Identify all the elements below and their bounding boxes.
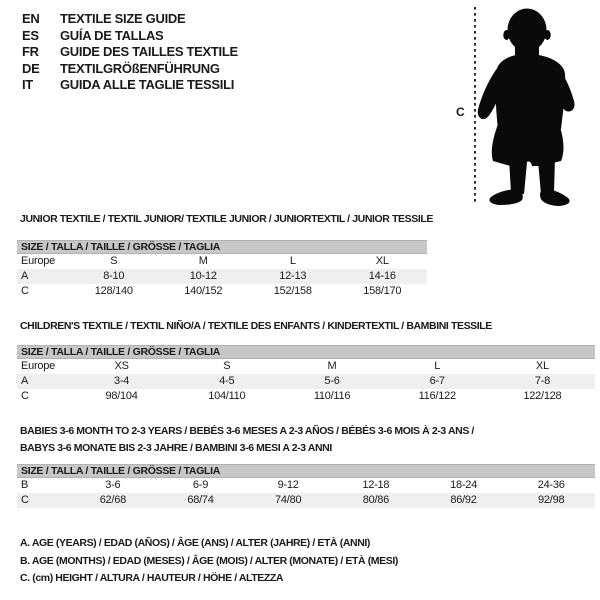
baby-figure bbox=[452, 2, 600, 210]
row-value: 62/68 bbox=[99, 494, 126, 506]
table-row bbox=[17, 374, 595, 389]
row-value: 4-5 bbox=[219, 375, 235, 387]
size-header-bar: SIZE / TALLA / TAILLE / GRÖSSE / TAGLIA bbox=[17, 345, 595, 359]
baby-silhouette-svg bbox=[452, 2, 600, 210]
language-code: EN bbox=[22, 11, 40, 26]
row-value: 5-6 bbox=[324, 375, 340, 387]
row-value: 12-13 bbox=[279, 270, 307, 282]
table-row bbox=[17, 389, 595, 404]
row-value: 6-7 bbox=[429, 375, 445, 387]
table-row bbox=[17, 284, 427, 299]
row-label: C bbox=[21, 494, 29, 506]
table-row bbox=[17, 269, 427, 284]
row-value: 24-36 bbox=[537, 479, 565, 491]
row-value: L bbox=[289, 255, 296, 267]
row-value: 74/80 bbox=[275, 494, 302, 506]
row-value: 92/98 bbox=[538, 494, 565, 506]
row-value: 6-9 bbox=[192, 479, 209, 491]
language-row bbox=[22, 11, 238, 28]
table-row bbox=[17, 359, 595, 374]
language-label: TEXTILGRÖßENFÜHRUNG bbox=[60, 60, 220, 76]
footnotes bbox=[20, 535, 398, 588]
row-label: C bbox=[21, 390, 29, 402]
language-row bbox=[22, 61, 238, 78]
row-value: XS bbox=[114, 360, 129, 372]
size-table-1 bbox=[17, 240, 427, 299]
language-code: IT bbox=[22, 77, 33, 92]
language-header bbox=[22, 11, 238, 94]
row-value: S bbox=[223, 360, 231, 372]
table-row bbox=[17, 493, 595, 508]
row-value: 3-6 bbox=[105, 479, 121, 491]
language-row bbox=[22, 77, 238, 94]
size-header-bar: SIZE / TALLA / TAILLE / GRÖSSE / TAGLIA bbox=[17, 464, 595, 478]
size-table-3 bbox=[17, 464, 595, 508]
table-3-title bbox=[20, 423, 474, 457]
table-title-line: CHILDREN'S TEXTILE / TEXTIL NIÑO/A / TEXTILE DES ENFANTS / KINDERTEXTIL / BAMBINI TESSILE bbox=[20, 320, 492, 332]
row-value: 158/170 bbox=[363, 285, 402, 297]
row-value: 14-16 bbox=[368, 270, 396, 282]
table-2-title bbox=[20, 318, 492, 335]
row-value: 122/128 bbox=[523, 390, 562, 402]
footnote: A. AGE (YEARS) / EDAD (AÑOS) / ÂGE (ANS) / ALTER (JAHRE) / ETÀ (ANNI) bbox=[20, 537, 371, 549]
row-value: 12-18 bbox=[362, 479, 390, 491]
language-code: ES bbox=[22, 27, 39, 43]
language-label: GUIDA ALLE TAGLIE TESSILI bbox=[60, 77, 235, 92]
row-value: 128/140 bbox=[94, 285, 133, 297]
row-value: 7-8 bbox=[534, 375, 550, 387]
row-value: 86/92 bbox=[450, 494, 477, 506]
size-table-2 bbox=[17, 345, 595, 404]
row-label: Europe bbox=[21, 255, 55, 267]
row-value: 116/122 bbox=[418, 390, 456, 402]
row-value: L bbox=[434, 360, 441, 372]
row-value: 80/86 bbox=[362, 494, 389, 506]
row-value: 8-10 bbox=[103, 270, 125, 282]
footnote: C. (cm) HEIGHT / ALTURA / HAUTEUR / HÖHE / ALTEZZA bbox=[20, 572, 284, 584]
row-value: 152/158 bbox=[273, 285, 312, 297]
footnote: B. AGE (MONTHS) / EDAD (MESES) / ÂGE (MOIS) / ALTER (MONATE) / ETÀ (MESI) bbox=[20, 554, 398, 567]
row-label: A bbox=[21, 270, 29, 282]
language-label: GUÍA DE TALLAS bbox=[60, 27, 164, 43]
row-label: B bbox=[21, 479, 29, 491]
size-header-bar: SIZE / TALLA / TAILLE / GRÖSSE / TAGLIA bbox=[17, 240, 427, 254]
row-label: C bbox=[21, 285, 29, 297]
row-label: Europe bbox=[21, 360, 55, 372]
language-row bbox=[22, 28, 238, 45]
row-value: S bbox=[110, 255, 118, 267]
language-code: DE bbox=[22, 60, 40, 76]
row-value: 9-12 bbox=[277, 479, 299, 491]
table-row bbox=[17, 478, 595, 493]
row-value: XL bbox=[535, 360, 549, 372]
row-value: 110/116 bbox=[313, 390, 351, 402]
table-title-line: BABYS 3-6 MONATE BIS 2-3 JAHRE / BAMBINI 3-6 MESI A 2-3 ANNI bbox=[20, 442, 332, 454]
row-value: 18-24 bbox=[450, 479, 477, 491]
row-value: 104/110 bbox=[208, 390, 246, 402]
table-title-line: JUNIOR TEXTILE / TEXTIL JUNIOR/ TEXTILE JUNIOR / JUNIORTEXTIL / JUNIOR TESSILE bbox=[20, 213, 433, 225]
row-value: XL bbox=[375, 255, 389, 267]
table-1-title bbox=[20, 211, 433, 228]
row-value: M bbox=[198, 255, 208, 267]
language-label: TEXTILE SIZE GUIDE bbox=[60, 11, 186, 26]
row-value: 3-4 bbox=[114, 375, 130, 387]
row-value: 98/104 bbox=[105, 390, 138, 402]
row-value: 68/74 bbox=[187, 494, 214, 506]
row-label: A bbox=[21, 375, 29, 387]
language-label: GUIDE DES TAILLES TEXTILE bbox=[60, 44, 238, 59]
table-title-line: BABIES 3-6 MONTH TO 2-3 YEARS / BEBÉS 3-6 MESES A 2-3 AÑOS / BÉBÉS 3-6 MOIS À 2-3 ANS / bbox=[20, 425, 474, 437]
row-value: 140/152 bbox=[184, 285, 223, 297]
row-value: M bbox=[327, 360, 337, 372]
row-value: 10-12 bbox=[189, 270, 217, 282]
language-row bbox=[22, 44, 238, 61]
baby-silhouette bbox=[478, 9, 575, 207]
table-row bbox=[17, 254, 427, 269]
language-code: FR bbox=[22, 44, 39, 59]
height-measure-label: C bbox=[456, 105, 465, 119]
